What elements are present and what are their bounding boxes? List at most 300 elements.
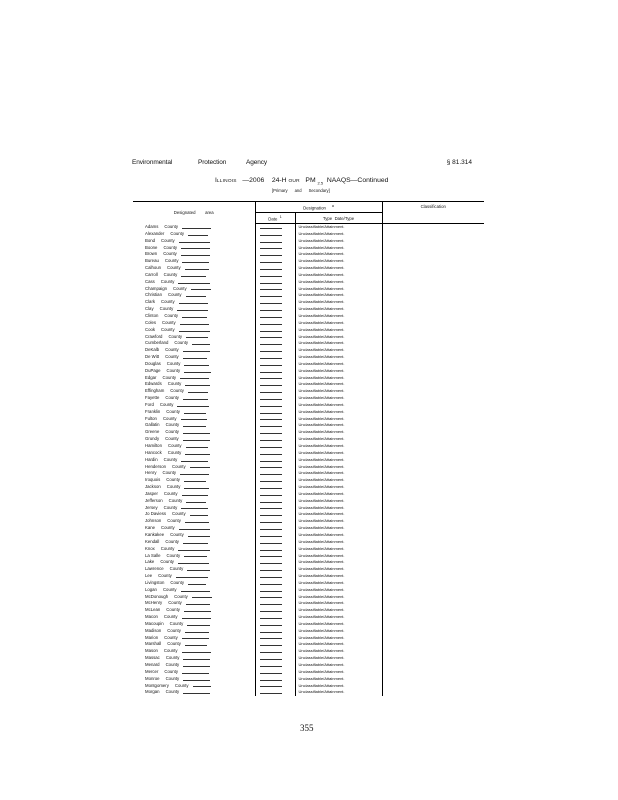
county-name: Fulton xyxy=(145,415,157,421)
type-cell: Unclassifiable/Attainment. xyxy=(295,553,382,560)
table-row xyxy=(133,641,484,648)
date-cell xyxy=(255,334,295,341)
county-cell xyxy=(133,450,255,457)
date-cell xyxy=(255,409,295,416)
county-name: Mason xyxy=(145,648,158,654)
county-name: Jasper xyxy=(145,490,158,496)
classification-cell xyxy=(382,676,484,683)
county-cell xyxy=(133,470,255,477)
county-cell xyxy=(133,689,255,696)
county-label: County xyxy=(165,538,179,544)
classification-cell xyxy=(382,375,484,382)
table-row xyxy=(133,320,484,327)
county-name: Henry xyxy=(145,470,157,476)
county-cell xyxy=(133,655,255,662)
county-name: Montgomery xyxy=(145,682,169,688)
county-cell xyxy=(133,327,255,334)
county-name: McLean xyxy=(145,607,161,613)
county-label: County xyxy=(170,531,184,537)
county-cell xyxy=(133,251,255,258)
type-cell: Unclassifiable/Attainment. xyxy=(295,580,382,587)
type-cell: Unclassifiable/Attainment. xyxy=(295,395,382,402)
county-label: County xyxy=(165,689,180,695)
classification-cell xyxy=(382,580,484,587)
classification-cell xyxy=(382,251,484,258)
date-cell xyxy=(255,662,295,669)
date-cell xyxy=(255,422,295,429)
table-row xyxy=(133,689,484,696)
classification-cell xyxy=(382,532,484,539)
date-cell xyxy=(255,614,295,621)
county-cell xyxy=(133,395,255,402)
type-header: Type Date/Type xyxy=(295,213,382,224)
county-name: Logan xyxy=(145,586,157,592)
type-cell: Unclassifiable/Attainment. xyxy=(295,641,382,648)
type-cell: Unclassifiable/Attainment. xyxy=(295,306,382,313)
classification-cell xyxy=(382,340,484,347)
date-cell xyxy=(255,450,295,457)
table-row xyxy=(133,347,484,354)
county-cell xyxy=(133,505,255,512)
classification-cell xyxy=(382,299,484,306)
type-cell: Unclassifiable/Attainment. xyxy=(295,573,382,580)
county-cell xyxy=(133,594,255,601)
table-row xyxy=(133,553,484,560)
type-cell: Unclassifiable/Attainment. xyxy=(295,600,382,607)
county-label: County xyxy=(161,237,175,243)
county-name: Bureau xyxy=(145,258,159,264)
table-row xyxy=(133,375,484,382)
date-cell xyxy=(255,532,295,539)
county-label: County xyxy=(163,456,178,462)
type-cell: Unclassifiable/Attainment. xyxy=(295,292,382,299)
county-cell xyxy=(133,669,255,676)
county-label: County xyxy=(163,614,178,620)
classification-cell xyxy=(382,381,484,388)
county-name: Marion xyxy=(145,634,159,640)
county-name: Madison xyxy=(145,627,162,633)
table-row xyxy=(133,511,484,518)
table-row xyxy=(133,334,484,341)
classification-cell xyxy=(382,292,484,299)
county-cell xyxy=(133,340,255,347)
classification-cell xyxy=(382,518,484,525)
date-cell xyxy=(255,224,295,231)
county-label: County xyxy=(170,388,184,394)
county-name: De Witt xyxy=(145,354,160,360)
table-row xyxy=(133,505,484,512)
table-row xyxy=(133,580,484,587)
table-row xyxy=(133,587,484,594)
table-row xyxy=(133,525,484,532)
county-label: County xyxy=(161,525,175,531)
type-cell: Unclassifiable/Attainment. xyxy=(295,429,382,436)
classification-cell xyxy=(382,662,484,669)
type-cell: Unclassifiable/Attainment. xyxy=(295,375,382,382)
county-cell xyxy=(133,539,255,546)
county-cell xyxy=(133,614,255,621)
county-name: Coles xyxy=(145,319,156,325)
table-row xyxy=(133,395,484,402)
date-cell xyxy=(255,518,295,525)
designation-header: Designation $^a$ xyxy=(255,202,382,213)
date-cell xyxy=(255,258,295,265)
date-cell xyxy=(255,286,295,293)
county-cell xyxy=(133,676,255,683)
county-label: County xyxy=(163,490,178,496)
date-cell xyxy=(255,607,295,614)
date-header: Date $^1$ xyxy=(255,213,295,224)
type-cell: Unclassifiable/Attainment. xyxy=(295,272,382,279)
county-label: County xyxy=(162,470,177,476)
classification-cell xyxy=(382,422,484,429)
county-name: Edgar xyxy=(145,374,157,380)
county-label: County xyxy=(165,354,179,360)
county-name: Kankakee xyxy=(145,531,165,537)
type-cell: Unclassifiable/Attainment. xyxy=(295,539,382,546)
date-cell xyxy=(255,635,295,642)
table-row xyxy=(133,286,484,293)
classification-cell xyxy=(382,347,484,354)
county-label: County xyxy=(164,312,179,318)
county-label: County xyxy=(165,429,179,435)
county-name: Lawrence xyxy=(145,566,164,572)
county-label: County xyxy=(165,395,179,401)
date-cell xyxy=(255,245,295,252)
classification-cell xyxy=(382,354,484,361)
county-name: Christian xyxy=(145,292,162,298)
classification-cell xyxy=(382,286,484,293)
date-cell xyxy=(255,498,295,505)
county-cell xyxy=(133,416,255,423)
type-cell: Unclassifiable/Attainment. xyxy=(295,320,382,327)
type-cell: Unclassifiable/Attainment. xyxy=(295,505,382,512)
county-label: County xyxy=(162,374,177,380)
county-cell xyxy=(133,648,255,655)
date-cell xyxy=(255,594,295,601)
classification-cell xyxy=(382,689,484,696)
county-label: County xyxy=(166,408,180,414)
county-cell xyxy=(133,422,255,429)
table-row xyxy=(133,429,484,436)
county-name: Jackson xyxy=(145,484,161,490)
date-cell xyxy=(255,655,295,662)
type-cell: Unclassifiable/Attainment. xyxy=(295,224,382,231)
table-row xyxy=(133,477,484,484)
county-label: County xyxy=(162,415,177,421)
date-cell xyxy=(255,491,295,498)
county-name: Carroll xyxy=(145,271,158,277)
table-row xyxy=(133,279,484,286)
county-name: Livingston xyxy=(145,579,165,585)
type-cell: Unclassifiable/Attainment. xyxy=(295,676,382,683)
county-cell xyxy=(133,224,255,231)
county-name: Gallatin xyxy=(145,422,160,428)
type-cell: Unclassifiable/Attainment. xyxy=(295,491,382,498)
county-name: Jefferson xyxy=(145,497,163,503)
county-label: County xyxy=(158,573,172,579)
county-cell xyxy=(133,238,255,245)
date-cell xyxy=(255,566,295,573)
county-label: County xyxy=(163,244,178,250)
table-row xyxy=(133,443,484,450)
county-label: County xyxy=(161,299,175,305)
classification-cell xyxy=(382,409,484,416)
date-cell xyxy=(255,395,295,402)
table-row xyxy=(133,354,484,361)
county-cell xyxy=(133,436,255,443)
table-row xyxy=(133,368,484,375)
county-label: County xyxy=(172,285,187,291)
table-row xyxy=(133,539,484,546)
county-label: County xyxy=(159,306,174,312)
classification-cell xyxy=(382,450,484,457)
type-cell: Unclassifiable/Attainment. xyxy=(295,566,382,573)
table-row xyxy=(133,566,484,573)
type-cell: Unclassifiable/Attainment. xyxy=(295,388,382,395)
county-label: County xyxy=(160,545,175,551)
county-name: Greene xyxy=(145,429,160,435)
classification-cell xyxy=(382,477,484,484)
type-cell: Unclassifiable/Attainment. xyxy=(295,689,382,696)
table-row xyxy=(133,573,484,580)
date-cell xyxy=(255,292,295,299)
county-name: McDonough xyxy=(145,593,169,599)
county-label: County xyxy=(166,360,181,366)
classification-cell xyxy=(382,272,484,279)
county-cell xyxy=(133,641,255,648)
date-cell xyxy=(255,416,295,423)
county-name: Cumberland xyxy=(145,340,169,346)
county-name: Jersey xyxy=(145,504,158,510)
date-cell xyxy=(255,553,295,560)
county-cell xyxy=(133,402,255,409)
county-cell xyxy=(133,573,255,580)
date-cell xyxy=(255,381,295,388)
table-row xyxy=(133,231,484,238)
classification-cell xyxy=(382,279,484,286)
type-cell: Unclassifiable/Attainment. xyxy=(295,628,382,635)
type-cell: Unclassifiable/Attainment. xyxy=(295,457,382,464)
type-cell: Unclassifiable/Attainment. xyxy=(295,470,382,477)
classification-cell xyxy=(382,313,484,320)
county-cell xyxy=(133,580,255,587)
classification-cell xyxy=(382,525,484,532)
classification-cell xyxy=(382,395,484,402)
county-cell xyxy=(133,347,255,354)
county-cell xyxy=(133,375,255,382)
date-cell xyxy=(255,327,295,334)
classification-cell xyxy=(382,669,484,676)
table-row xyxy=(133,409,484,416)
county-name: Mercer xyxy=(145,668,159,674)
date-cell xyxy=(255,238,295,245)
county-label: County xyxy=(174,593,188,599)
county-label: County xyxy=(172,463,186,469)
county-label: County xyxy=(167,449,182,455)
page-number: 355 xyxy=(300,723,314,733)
table-row xyxy=(133,381,484,388)
county-name: Marshall xyxy=(145,641,162,647)
classification-cell xyxy=(382,511,484,518)
date-cell xyxy=(255,580,295,587)
classification-cell xyxy=(382,245,484,252)
county-cell xyxy=(133,409,255,416)
date-cell xyxy=(255,272,295,279)
classification-cell xyxy=(382,628,484,635)
table-row xyxy=(133,416,484,423)
date-cell xyxy=(255,648,295,655)
county-cell xyxy=(133,553,255,560)
type-cell: Unclassifiable/Attainment. xyxy=(295,436,382,443)
county-cell xyxy=(133,368,255,375)
type-cell: Unclassifiable/Attainment. xyxy=(295,381,382,388)
table-row xyxy=(133,655,484,662)
county-label: County xyxy=(166,367,181,373)
type-cell: Unclassifiable/Attainment. xyxy=(295,477,382,484)
classification-cell xyxy=(382,388,484,395)
table-row xyxy=(133,628,484,635)
table-row xyxy=(133,402,484,409)
county-cell xyxy=(133,429,255,436)
date-cell xyxy=(255,320,295,327)
classification-cell xyxy=(382,470,484,477)
type-cell: Unclassifiable/Attainment. xyxy=(295,340,382,347)
county-cell xyxy=(133,245,255,252)
county-cell xyxy=(133,388,255,395)
county-name: Boone xyxy=(145,244,158,250)
section-number: § 81.314 xyxy=(446,159,472,166)
county-label: County xyxy=(167,381,182,387)
county-name: Alexander xyxy=(145,230,165,236)
type-cell: Unclassifiable/Attainment. xyxy=(295,587,382,594)
county-name: DuPage xyxy=(145,367,161,373)
table-row xyxy=(133,450,484,457)
type-cell: Unclassifiable/Attainment. xyxy=(295,464,382,471)
classification-cell xyxy=(382,429,484,436)
county-cell xyxy=(133,662,255,669)
county-name: Kendall xyxy=(145,538,160,544)
table-subtitle: [Primary and Secondary] xyxy=(272,188,330,193)
county-name: McHenry xyxy=(145,600,163,606)
classification-cell xyxy=(382,224,484,231)
date-cell xyxy=(255,683,295,690)
type-cell: Unclassifiable/Attainment. xyxy=(295,313,382,320)
date-cell xyxy=(255,641,295,648)
table-title: ILLINOIS —2006 24-H OUR PM $_{2.5}$ NAAQS—Continued xyxy=(215,177,389,186)
type-cell: Unclassifiable/Attainment. xyxy=(295,683,382,690)
county-name: Effingham xyxy=(145,388,165,394)
county-cell xyxy=(133,587,255,594)
type-cell: Unclassifiable/Attainment. xyxy=(295,327,382,334)
county-name: Fayette xyxy=(145,395,160,401)
county-label: County xyxy=(163,271,178,277)
county-name: Menard xyxy=(145,662,160,667)
county-name: Lee xyxy=(145,573,153,579)
county-name: Clay xyxy=(145,306,154,312)
classification-cell xyxy=(382,443,484,450)
type-cell: Unclassifiable/Attainment. xyxy=(295,299,382,306)
county-label: County xyxy=(169,620,184,626)
date-cell xyxy=(255,388,295,395)
county-cell xyxy=(133,320,255,327)
date-cell xyxy=(255,511,295,518)
county-name: Cass xyxy=(145,278,155,284)
classification-cell xyxy=(382,573,484,580)
table-row xyxy=(133,224,484,231)
table-row xyxy=(133,532,484,539)
county-name: Grundy xyxy=(145,436,160,442)
classification-cell xyxy=(382,635,484,642)
classification-cell xyxy=(382,436,484,443)
county-name: Lake xyxy=(145,559,155,565)
county-cell xyxy=(133,361,255,368)
classification-cell xyxy=(382,505,484,512)
table-row xyxy=(133,238,484,245)
classification-cell xyxy=(382,559,484,566)
date-cell xyxy=(255,628,295,635)
type-cell: Unclassifiable/Attainment. xyxy=(295,518,382,525)
date-cell xyxy=(255,676,295,683)
county-name: Brown xyxy=(145,251,158,257)
type-cell: Unclassifiable/Attainment. xyxy=(295,402,382,409)
county-label: County xyxy=(165,436,179,442)
type-cell: Unclassifiable/Attainment. xyxy=(295,655,382,662)
table-row xyxy=(133,272,484,279)
county-label: County xyxy=(166,552,181,558)
county-label: County xyxy=(167,518,181,524)
county-name: Franklin xyxy=(145,408,161,414)
table-row xyxy=(133,559,484,566)
county-cell xyxy=(133,491,255,498)
classification-cell xyxy=(382,566,484,573)
table-row xyxy=(133,436,484,443)
county-cell xyxy=(133,621,255,628)
county-cell xyxy=(133,683,255,690)
classification-cell xyxy=(382,546,484,553)
county-name: Monroe xyxy=(145,675,160,681)
county-label: County xyxy=(167,443,182,448)
county-name: Champaign xyxy=(145,285,167,291)
table-row xyxy=(133,306,484,313)
classification-cell xyxy=(382,484,484,491)
county-cell xyxy=(133,258,255,265)
date-cell xyxy=(255,484,295,491)
date-cell xyxy=(255,464,295,471)
classification-cell xyxy=(382,648,484,655)
classification-cell xyxy=(382,306,484,313)
type-cell: Unclassifiable/Attainment. xyxy=(295,594,382,601)
type-cell: Unclassifiable/Attainment. xyxy=(295,368,382,375)
type-cell: Unclassifiable/Attainment. xyxy=(295,511,382,518)
county-cell xyxy=(133,272,255,279)
type-cell: Unclassifiable/Attainment. xyxy=(295,498,382,505)
county-cell xyxy=(133,511,255,518)
table-row xyxy=(133,388,484,395)
date-cell xyxy=(255,621,295,628)
county-cell xyxy=(133,464,255,471)
classification-cell xyxy=(382,594,484,601)
county-label: County xyxy=(165,422,180,428)
county-cell xyxy=(133,299,255,306)
header-word: Agency xyxy=(246,159,268,166)
type-cell: Unclassifiable/Attainment. xyxy=(295,238,382,245)
county-label: County xyxy=(162,319,176,325)
county-name: Cook xyxy=(145,326,156,332)
classification-cell xyxy=(382,641,484,648)
county-label: County xyxy=(164,634,178,640)
county-label: County xyxy=(166,607,180,613)
